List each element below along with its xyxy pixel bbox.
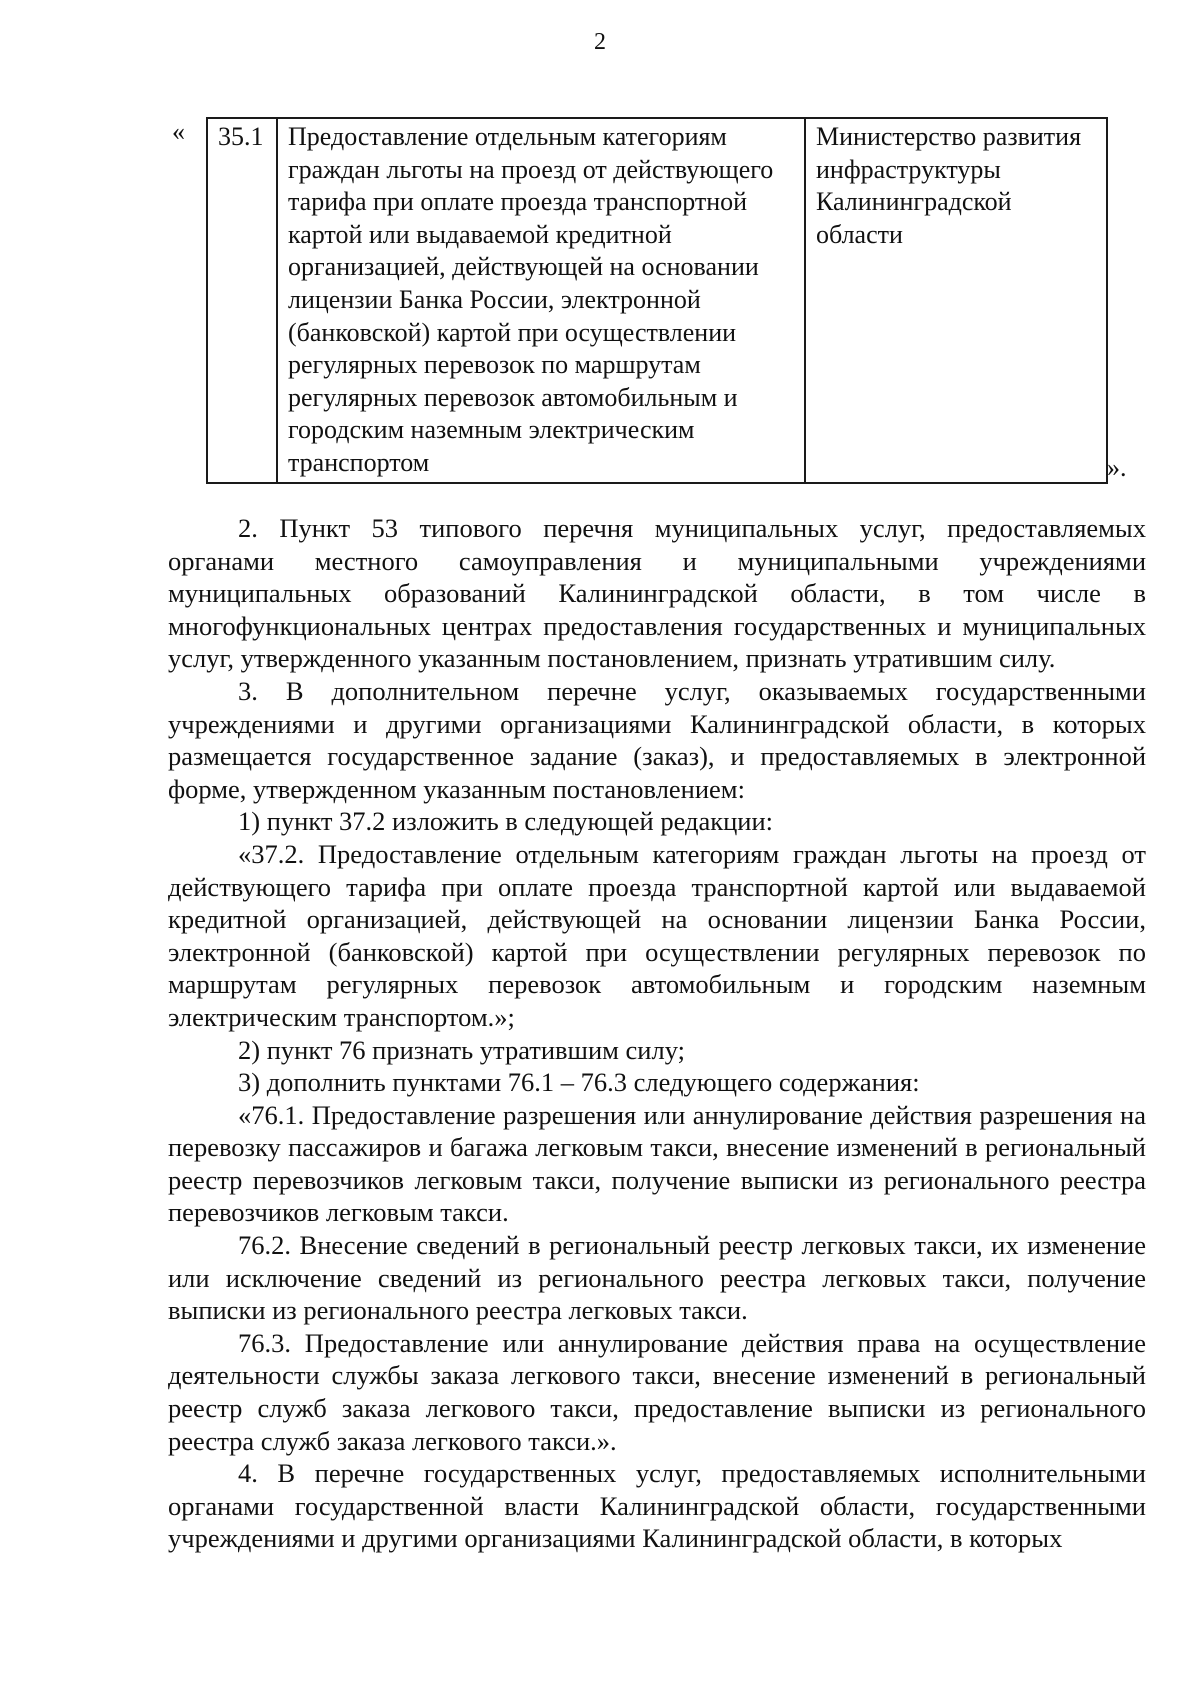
quoted-point-76-1: «76.1. Предоставление разрешения или аннулирование действия разрешения на перевозку пассажиров и багажа легковым такси, внесение изменений в региональный реестр перевозчиков легковым такси, получение выписки из регионального реестра перевозчиков легковым такси. — [168, 1099, 1146, 1228]
page-number: 2 — [594, 29, 606, 55]
table-open-quote: « — [172, 117, 185, 146]
subparagraph-2: 2) пункт 76 признать утратившим силу; — [238, 1034, 685, 1065]
authority-cell: Министерство развития инфраструктуры Калининградской области — [805, 118, 1107, 483]
subparagraph-3: 3) дополнить пунктами 76.1 – 76.3 следующего содержания: — [238, 1067, 920, 1098]
paragraph-item-3: 3. В дополнительном перечне услуг, оказываемых государственными учреждениями и другими организациями Калининградской области, в которых размещается государственное задание (заказ), и предоставляемых в электронной форме, утвержденном указанным постановлением: — [168, 675, 1146, 804]
quoted-point-37-2: «37.2. Предоставление отдельным категориям граждан льготы на проезд от действующего тарифа при оплате проезда транспортной картой или выдаваемой кредитной организацией, действующей на основании лицензии Банка России, электронной (банковской) картой при осуществлении регулярных перевозок по маршрутам регулярных перевозок автомобильным и городским наземным электрическим транспортом.»; — [168, 838, 1146, 1032]
services-table — [206, 117, 1108, 484]
table-close-quote: ». — [1107, 453, 1127, 482]
table-row — [207, 118, 1107, 483]
row-number-cell: 35.1 — [207, 118, 277, 483]
quoted-point-76-3: 76.3. Предоставление или аннулирование действия права на осуществление деятельности службы заказа легкового такси, внесение изменений в региональный реестр служб заказа легкового такси, предоставление выписки из регионального реестра служб заказа легкового такси.». — [168, 1327, 1146, 1456]
document-body — [168, 512, 1146, 1555]
quoted-point-76-2: 76.2. Внесение сведений в региональный реестр легковых такси, их изменение или исключение сведений из регионального реестра легковых такси, получение выписки из регионального реестра легковых такси. — [168, 1230, 1146, 1326]
paragraph-item-4: 4. В перечне государственных услуг, предоставляемых исполнительными органами государственной власти Калининградской области, государственными учреждениями и другими организациями Калининградской области, в которых — [168, 1458, 1146, 1554]
paragraph-item-2: 2. Пункт 53 типового перечня муниципальных услуг, предоставляемых органами местного самоуправления и муниципальными учреждениями муниципальных образований Калининградской области, в том числе в многофункциональных центрах предоставления государственных и муниципальных услуг, утвержденного указанным постановлением, признать утратившим силу. — [168, 513, 1146, 674]
subparagraph-1: 1) пункт 37.2 изложить в следующей редакции: — [238, 806, 774, 837]
service-name-cell: Предоставление отдельным категориям граждан льготы на проезд от действующего тарифа при оплате проезда транспортной картой или выдаваемой кредитной организацией, действующей на основании лицензии Банка России, электронной (банковской) картой при осуществлении регулярных перевозок по маршрутам регулярных перевозок автомобильным и городским наземным электрическим транспортом — [277, 118, 805, 483]
